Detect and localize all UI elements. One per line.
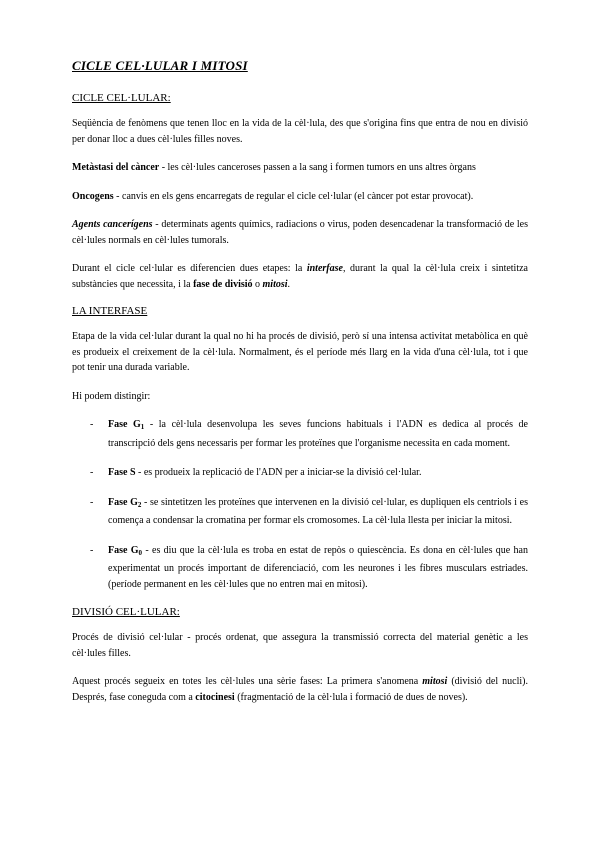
document-page <box>72 52 528 718</box>
definition-agents: - determinats agents químics, radiacions o virus, poden desencadenar la transformació de les cèl·lules normals en cèl·lules tumorals. <box>72 219 529 246</box>
paragraph-distingir: Hi podem distingir: <box>72 390 151 402</box>
phase-subscript: 1 <box>140 423 145 431</box>
paragraph-metastasi <box>72 160 528 176</box>
phase-label: Fase G <box>108 419 141 430</box>
definition-metastasi: - les cèl·lules canceroses passen a la sang i formen tumors en uns altres òrgans <box>159 162 476 173</box>
paragraph-etapes <box>72 261 528 292</box>
phase-text: - es produeix la replicació de l'ADN per a iniciar-se la divisió cel·lular. <box>135 467 422 478</box>
etapes-text-2: , durant la qual la cèl·lula creix i sintetitza substàncies que necessita, i la <box>72 263 528 290</box>
term-interfase: interfase <box>306 263 343 274</box>
phase-label: Fase G <box>108 496 138 508</box>
term-metastasi: Metàstasi del càncer <box>72 162 160 173</box>
term-agents: Agents cancerígens <box>72 219 153 230</box>
dash-bullet: - <box>90 496 94 508</box>
paragraph-agents <box>72 217 528 248</box>
etapes-text-1: Durant el cicle cel·lular es diferencien dues etapes: la <box>72 263 307 274</box>
dash-bullet: - <box>90 544 94 556</box>
fases-text-1: Aquest procés segueix en totes les cèl·lules una sèrie fases: La primera s'anomena <box>72 676 423 687</box>
term-mitosi-2: mitosi <box>422 676 448 687</box>
phase-text: - la cèl·lula desenvolupa les seves funcions habituals i l'ADN es dedica al procés de transcripció dels gens necessaris per formar les proteïnes que l'organisme necessita en cada moment. <box>108 419 528 449</box>
section-heading-cicle: CICLE CEL·LULAR: <box>72 92 171 104</box>
paragraph-interfase-intro: Etapa de la vida cel·lular durant la qual no hi ha procés de divisió, però sí una intensa activitat metabòlica en què es produeix el creixement de la cèl·lula. Normalment, és el període més llarg en la vida d'una cèl·lula, tot i que pot tenir una durada variable. <box>72 331 528 373</box>
term-fase-divisio: fase de divisió <box>193 278 253 290</box>
list-item-fase-g0 <box>72 543 528 593</box>
list-item-fase-g2 <box>72 495 528 529</box>
phase-text: - se sintetitzen les proteïnes que intervenen en la divisió cel·lular, es dupliquen els centriols i es comença a condensar la cromatina per formar els cromosomes. La cèl·lula llesta per iniciar la mitosi. <box>108 496 528 526</box>
paragraph-divisio-fases <box>72 674 528 705</box>
fases-text-2: (divisió del nucli). Després, fase coneguda com a <box>72 676 528 703</box>
term-oncogens: Oncogens <box>72 190 114 202</box>
phase-label: Fase S <box>108 467 136 478</box>
term-citocinesi: citocinesi <box>195 691 235 703</box>
dash-bullet: - <box>90 467 94 478</box>
paragraph-divisio-intro: Procés de divisió cel·lular - procés ordenat, que assegura la transmissió correcta del material genètic a les cèl·lules filles. <box>72 632 528 659</box>
etapes-text-3: o <box>252 278 263 290</box>
term-mitosi: mitosi <box>262 278 288 290</box>
paragraph-oncogens <box>72 189 528 205</box>
section-heading-divisio: DIVISIÓ CEL·LULAR: <box>72 606 180 618</box>
phase-text: - es diu que la cèl·lula es troba en estat de repòs o quiescència. Es dona en cèl·lules que han experimentat un procés important de diferenciació, com les neurones i les fibres musculars estriades. (període permanent en les cèl·lules que no entren mai en mitosi). <box>108 544 528 590</box>
phase-label: Fase G <box>108 544 139 556</box>
phase-list <box>72 417 528 592</box>
section-heading-interfase: LA INTERFASE <box>72 305 148 317</box>
list-item-fase-s <box>72 465 528 481</box>
phase-subscript: 0 <box>138 548 143 557</box>
dash-bullet: - <box>90 419 94 430</box>
fases-text-3: (fragmentació de la cèl·lula i formació de dues de noves). <box>234 691 468 703</box>
etapes-text-4: . <box>287 278 291 290</box>
paragraph-cicle-intro: Seqüència de fenòmens que tenen lloc en la vida de la cèl·lula, des que s'origina fins que entra de nou en divisió per donar lloc a dues cèl·lules filles noves. <box>72 118 528 145</box>
phase-subscript: 2 <box>137 500 142 509</box>
document-title: CICLE CEL·LULAR I MITOSI <box>72 58 248 73</box>
list-item-fase-g1 <box>72 417 528 451</box>
definition-oncogens: - canvis en els gens encarregats de regular el cicle cel·lular (el càncer pot estar provocat). <box>113 190 474 202</box>
